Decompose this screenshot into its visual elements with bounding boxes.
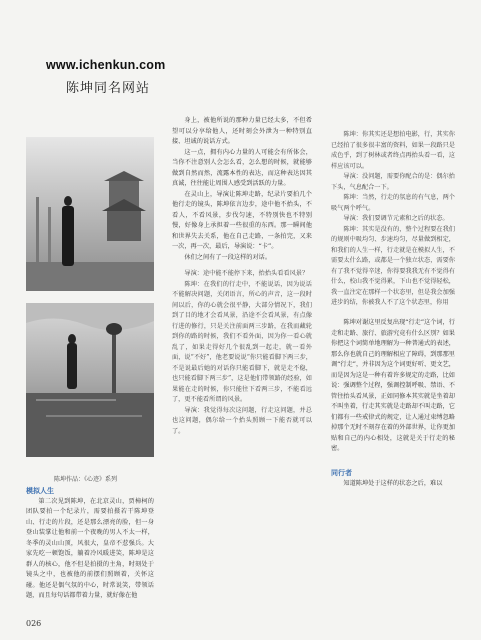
column-a	[26, 484, 154, 602]
dialogue-line: 陈坤：其实是没有的，整个过程要在我们的规则中吸均匀、步速均匀，尽量做到相定，和我们的人生一样，行走就是在模拟人生，不需要太什么路，或都是一个独立状态，需要你有了我不觉得辛迷，你得要我我无有不觉得有什么，校山我不觉得累，下山也不觉得轻松，我一直注定在那样一个状态里，但是我会加强进步的结，你被我人不了这个状态里，你用	[331, 225, 455, 306]
column-c-body	[331, 318, 455, 455]
section-heading: 同行者	[331, 469, 352, 477]
dialogue-line: 陈坤：在我们的行走中，不能说话，因为说话不能解决问题，关闭语言，所心的声音，这一段时间以后，你的心就会很平静，大部分情况下，我们到了目的地才会看风景，沿途不会看风景，有点像行进的修行，只是关注前面两三步路，在我而藏轮到你的路的时候，我们不看外面，因为你一看心就乱了，如果走得好几个很乱到一起走，就一看外面，说“不好”，他老要说说“你只能看脚下两三步，不是说最后她的对话你只能看脚下，就是走不稳，也只能看脚下两三步”，这是他们带领路的经验，如果能在走的时候，你只能往下看两三步，不能看远了，更不能看所谓的风景。	[172, 280, 312, 403]
photo-walk	[26, 303, 154, 457]
column-b	[172, 116, 312, 437]
site-url[interactable]: www.ichenkun.com	[46, 58, 166, 72]
column-c-section	[331, 466, 455, 489]
paragraph: 第二次见到陈坤，在北京灵山，贾樟柯的团队要拍一个纪录片，需要拍摄若干陈坤登山、行走的片段，还是那么漂亮的脸，但一身登山装掌让他和前一个夜晚的男人不太一样，冬季的灵山山顶，风很大，皇帝不惹强兵。大家先吃一顿饱饭，躺着冷风暖进笑，陈坤是这群人的核心，他不但是拍摄的主角，时刻处于镜头之中，也被他的前摆们照顾着，关怀这碰。他还是偶气氛的中心，时常说笑，带领话题，而且每句话都带着力量，就好像在他	[26, 497, 154, 599]
page-number: 026	[26, 619, 42, 628]
paragraph: 陈坤对谢这里反复出现“行走”这个词，行走和走路、旅行、旅游究竟有什么区别？如果你把这个词简单地理解为一种普通式的表述，那么你也就自己的理解相应了障碍，到那那里调“行走”，并非因为这个词更好听、更文艺，而是因为这是一种有着许多规定的走路，比如说：强调整个过程，强调控制呼吸、禁语、不管往抬头看风景，正如同修本其实就是坐着却不叫坐着，行走其实就是走路却不叫走路，它们都有一些戒律式的规定，让人通过束缚忽略掉那个无时不刻存在着的外部世界，让你更加贴和自己的内心相处，这就是关于行走的秘密。	[331, 319, 455, 452]
photo-stack	[26, 137, 154, 459]
paragraph: 知道陈坤处于这样的状态之后，难以	[343, 479, 443, 487]
dialogue-line: 导演：我觉得每次这问题，行走这问题，并总也这问题，偶尔给一个抬头照顾一下能否就可以了。	[172, 406, 312, 435]
dialogue-line: 导演：途中能不能停下来，抬抬头看看风景？	[184, 270, 309, 277]
dialogue-line: 导演：我们要调节元素和之后的状态。	[343, 215, 449, 222]
section-heading: 模拟人生	[26, 487, 54, 495]
paragraph: 身上，被他所说的那种力量已经太多，不但希望可以分享给他人，还时刻会外泄为一种特别直接、坦诚的说话方式。	[172, 117, 312, 145]
dialogue-line: 陈坤：你其实还是想拍电影，行，其实你已经拍了很多很丰富的资料，如果一段路只是成色乎，到了树林或者终点再抬头看一看，这样应该可以。	[331, 131, 455, 170]
photo-temple-graphic	[26, 137, 154, 291]
paragraph: 休们之间有了一段这样的对话。	[184, 253, 272, 261]
dialogue-line: 陈坤：当然，行走的氛息的有气息，两个吸气两个呼气。	[331, 194, 455, 212]
photo-walk-graphic	[26, 303, 154, 457]
paragraph: 这一点，拥有内心力量的人可能会有所体会，当你不注意别人会怎么看，怎么想的时候，就能够做到自然而然，流露本性的表达，而这种表达因其真诚，往往能让周围人感受到活跃的力量。	[172, 148, 312, 187]
photo-caption: 陈坤作品：《心迹》系列	[54, 476, 118, 483]
paragraph: 在灵山上，导演让陈坤走路，纪录片要拍几个他行走的镜头，陈坤依言边步，途中他不抬头，不看人，不看风景，步伐匀速，不特别快也不特别慢，好像身上承担着一些很重的东西。那一瞬间他和世界失去关系，他在自己走路，一条拍完，又来一次，再一次，最后，导演说：“卡”。	[172, 190, 312, 250]
column-c-dialogue	[331, 130, 455, 309]
dialogue-line: 导演：没问题，需要你配合的是：偶尔抬下头，气息配合一下。	[331, 173, 455, 191]
photo-temple	[26, 137, 154, 291]
site-name: 陈坤同名网站	[66, 81, 151, 96]
